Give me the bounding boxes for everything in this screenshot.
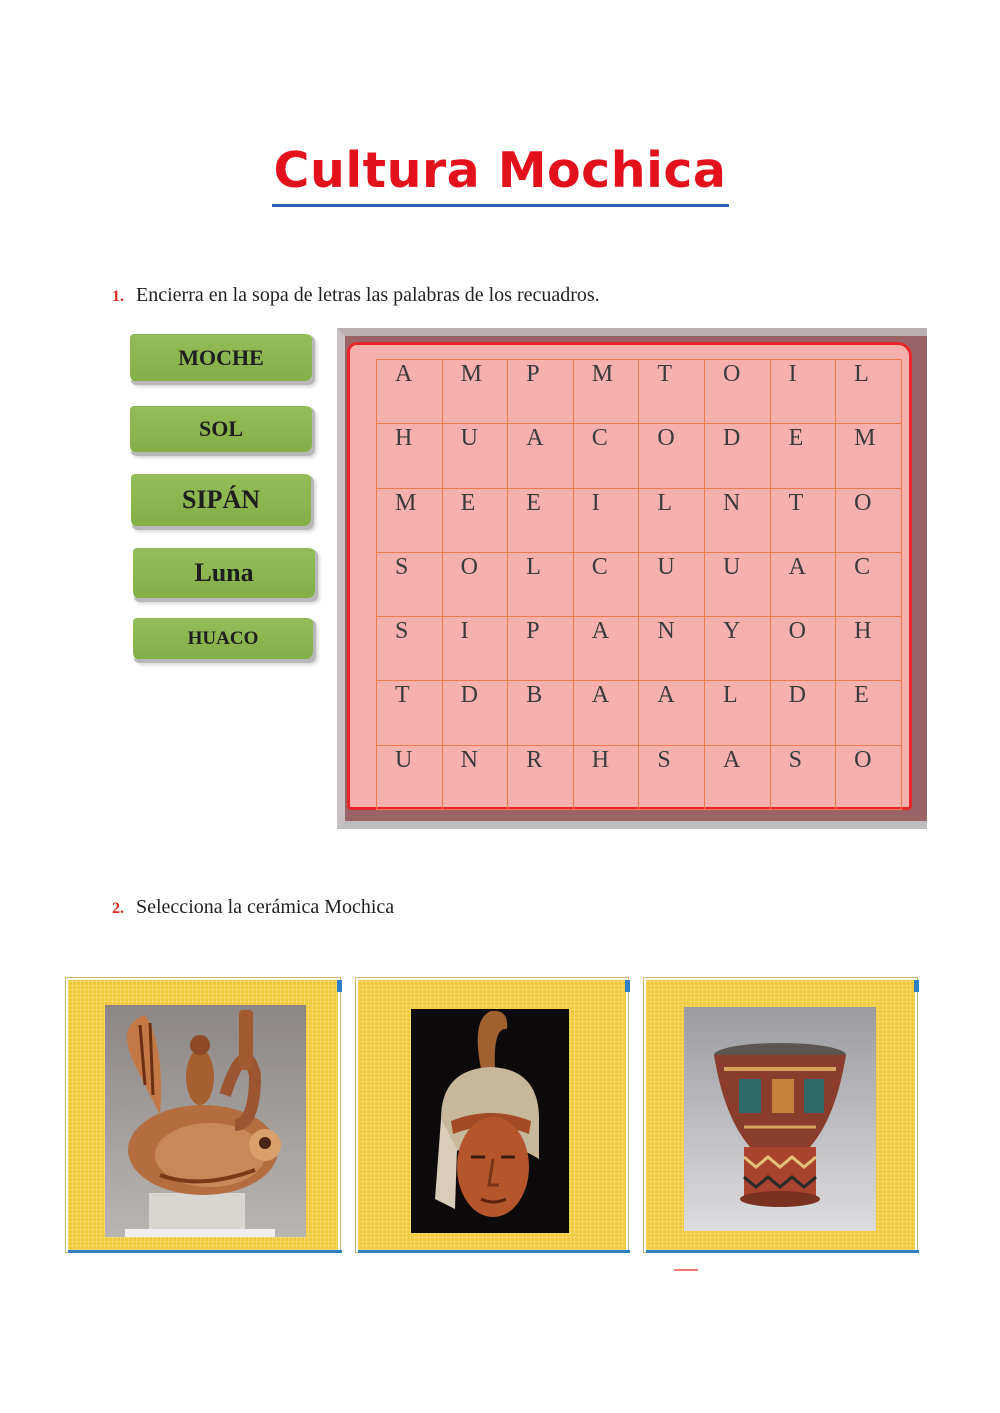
grid-letter-cell[interactable]: E — [771, 424, 837, 488]
grid-letter-cell[interactable]: M — [836, 424, 902, 488]
word-box-sipan[interactable] — [128, 471, 311, 526]
grid-letter-cell[interactable]: S — [771, 746, 837, 810]
word-box-huaco[interactable] — [130, 615, 313, 659]
grid-letter-cell[interactable]: I — [443, 617, 509, 681]
grid-letter-cell[interactable]: E — [508, 489, 574, 553]
grid-letter-cell[interactable]: U — [705, 553, 771, 617]
grid-letter-cell[interactable]: L — [705, 681, 771, 745]
card-bottom-bar — [646, 1250, 919, 1253]
title-text: Cultura Mochica — [272, 140, 729, 207]
portrait-head-vessel-photo — [411, 1009, 569, 1233]
grid-letter-cell[interactable]: O — [836, 489, 902, 553]
question-2 — [112, 896, 394, 919]
grid-letter-cell[interactable]: M — [443, 360, 509, 424]
word-box-luna[interactable] — [130, 545, 315, 598]
fish-rider-vessel-photo — [105, 1005, 306, 1237]
grid-letter-cell[interactable]: A — [705, 746, 771, 810]
ceramic-option-2[interactable] — [356, 978, 628, 1252]
grid-letter-cell[interactable]: H — [836, 617, 902, 681]
grid-letter-cell[interactable]: C — [836, 553, 902, 617]
grid-letter-cell[interactable]: A — [771, 553, 837, 617]
question-1 — [112, 284, 600, 307]
grid-letter-cell[interactable]: O — [443, 553, 509, 617]
grid-letter-cell[interactable]: D — [443, 681, 509, 745]
word-label: Luna — [194, 558, 254, 587]
word-label: SIPÁN — [181, 485, 260, 514]
grid-letter-cell[interactable]: S — [377, 553, 443, 617]
word-label: SOL — [198, 416, 244, 441]
word-box-moche[interactable] — [127, 331, 312, 381]
card-bottom-bar — [358, 1250, 630, 1253]
grid-letter-cell[interactable]: P — [508, 360, 574, 424]
grid-letter-cell[interactable]: O — [639, 424, 705, 488]
grid-letter-cell[interactable]: O — [771, 617, 837, 681]
ceramic-option-3[interactable] — [644, 978, 917, 1252]
question-1-text: Encierra en la sopa de letras las palabras de los recuadros. — [136, 284, 600, 306]
grid-letter-cell[interactable]: M — [377, 489, 443, 553]
grid-letter-cell[interactable]: R — [508, 746, 574, 810]
grid-letter-cell[interactable]: L — [508, 553, 574, 617]
grid-letter-cell[interactable]: N — [443, 746, 509, 810]
grid-letter-cell[interactable]: S — [639, 746, 705, 810]
grid-letter-cell[interactable]: U — [443, 424, 509, 488]
grid-letter-cell[interactable]: P — [508, 617, 574, 681]
grid-letter-cell[interactable]: C — [574, 553, 640, 617]
grid-letter-cell[interactable]: E — [443, 489, 509, 553]
card-corner-marker — [625, 980, 630, 992]
grid-letter-cell[interactable]: Y — [705, 617, 771, 681]
card-bottom-bar — [68, 1250, 342, 1253]
grid-letter-cell[interactable]: L — [639, 489, 705, 553]
grid-letter-cell[interactable]: T — [377, 681, 443, 745]
grid-letter-cell[interactable]: D — [771, 681, 837, 745]
grid-letter-cell[interactable]: H — [574, 746, 640, 810]
question-2-number: 2. — [112, 900, 124, 917]
grid-letter-cell[interactable]: D — [705, 424, 771, 488]
grid-letter-cell[interactable]: U — [639, 553, 705, 617]
word-search-grid — [376, 359, 902, 810]
grid-letter-cell[interactable]: A — [574, 681, 640, 745]
word-label: HUACO — [187, 627, 259, 649]
grid-letter-cell[interactable]: A — [508, 424, 574, 488]
question-2-text: Selecciona la cerámica Mochica — [136, 896, 395, 918]
grid-letter-cell[interactable]: L — [836, 360, 902, 424]
grid-letter-cell[interactable]: E — [836, 681, 902, 745]
grid-letter-cell[interactable]: H — [377, 424, 443, 488]
grid-letter-cell[interactable]: U — [377, 746, 443, 810]
grid-letter-cell[interactable]: T — [771, 489, 837, 553]
grid-letter-cell[interactable]: A — [377, 360, 443, 424]
question-1-number: 1. — [112, 288, 124, 305]
word-box-sol[interactable] — [127, 403, 312, 452]
grid-letter-cell[interactable]: M — [574, 360, 640, 424]
grid-letter-cell[interactable]: O — [836, 746, 902, 810]
grid-letter-cell[interactable]: A — [639, 681, 705, 745]
grid-letter-cell[interactable]: B — [508, 681, 574, 745]
grid-letter-cell[interactable]: O — [705, 360, 771, 424]
grid-letter-cell[interactable]: I — [574, 489, 640, 553]
worksheet-title — [0, 140, 1000, 207]
grid-letter-cell[interactable]: N — [639, 617, 705, 681]
grid-letter-cell[interactable]: A — [574, 617, 640, 681]
kero-cup-photo — [684, 1007, 876, 1231]
grid-letter-cell[interactable]: N — [705, 489, 771, 553]
grid-letter-cell[interactable]: C — [574, 424, 640, 488]
grid-letter-cell[interactable]: T — [639, 360, 705, 424]
ceramic-option-1[interactable] — [66, 978, 340, 1252]
word-label: MOCHE — [178, 344, 264, 370]
decorative-mark — [674, 1269, 698, 1271]
card-corner-marker — [337, 980, 342, 992]
grid-letter-cell[interactable]: I — [771, 360, 837, 424]
grid-letter-cell[interactable]: S — [377, 617, 443, 681]
card-corner-marker — [914, 980, 919, 992]
